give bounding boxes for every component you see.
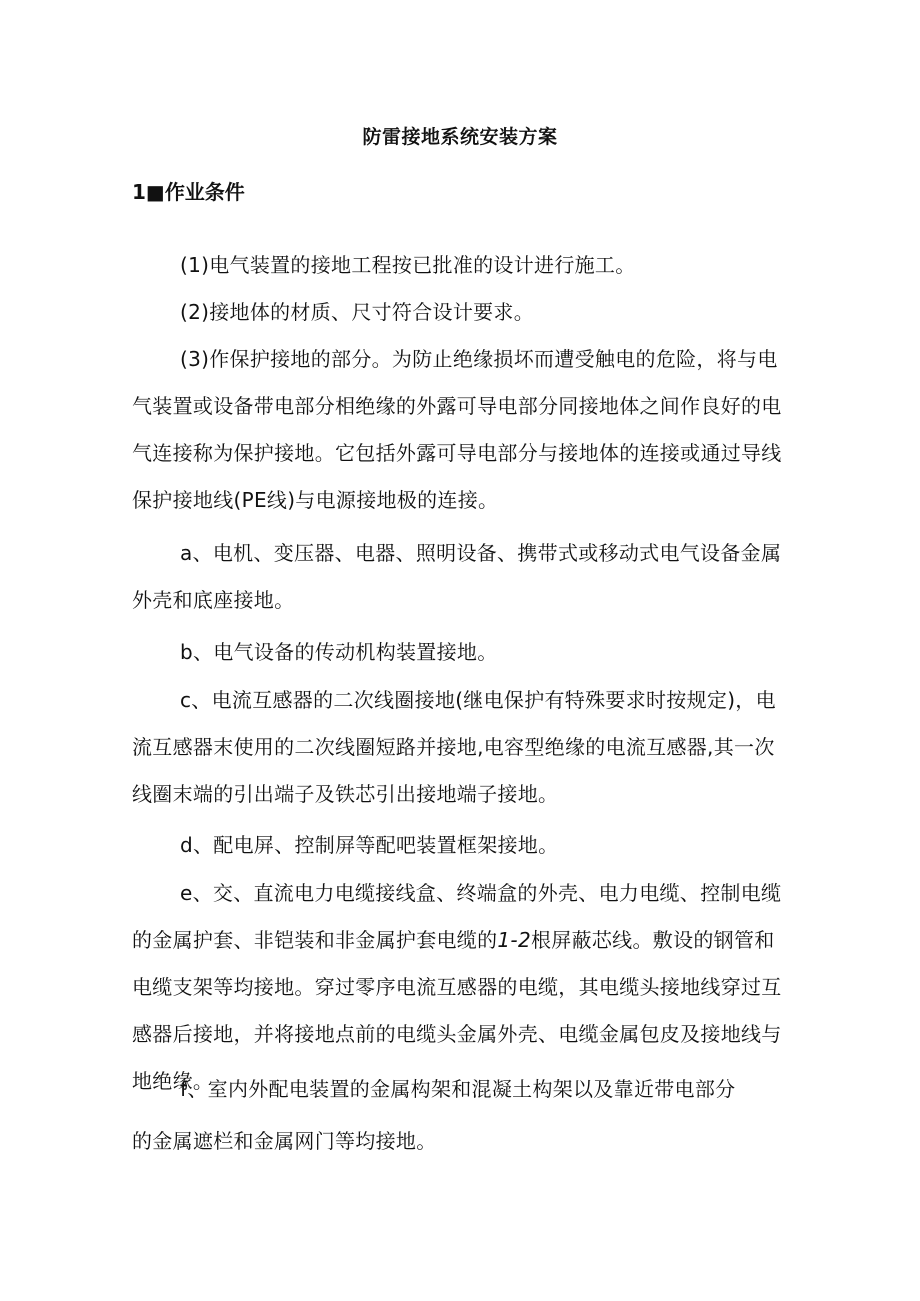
paragraph-b: b、电气设备的传动机构装置接地。 <box>180 640 498 664</box>
paragraph-e-italic-range: 1-2 <box>497 928 531 952</box>
paragraph-f: f、室内外配电装置的金属构架和混凝土构架以及靠近带电部分 <box>180 1077 736 1101</box>
paragraph-1: (1)电气装置的接地工程按已批准的设计进行施工。 <box>180 253 636 277</box>
paragraph-c: c、电流互感器的二次线圈接地(继电保护有特殊要求时按规定)，电流互感器末使用的二次线圈短路并接地,电容型绝缘的电流互感器,其一次线圈末端的引出端子及铁芯引出接地端子接地。 <box>132 688 776 806</box>
paragraph-e-text-after: 根屏蔽芯线。敷设的钢管和电缆支架等均接地。穿过零序电流互感器的电缆，其电缆头接地线穿过互感器后接地，并将接地点前的电缆头金属外壳、电缆金属包皮及接地线与地绝缘。 <box>132 928 782 1093</box>
paragraph-2: (2)接地体的材质、尺寸符合设计要求。 <box>180 300 535 324</box>
paragraph-f-continuation: 的金属遮栏和金属网门等均接地。 <box>132 1129 437 1153</box>
paragraph-e-text-before: e、交、直流电力电缆接线盒、终端盒的外壳、电力电缆、控制电缆的金属护套、非铠装和非金属护套电缆的 <box>132 881 782 952</box>
paragraph-d: d、配电屏、控制屏等配吧装置框架接地。 <box>180 833 559 857</box>
document-title: 防雷接地系统安装方案 <box>362 126 558 148</box>
paragraph-a: a、电机、变压器、电器、照明设备、携带式或移动式电气设备金属外壳和底座接地。 <box>132 541 782 612</box>
section-heading: 1■作业条件 <box>132 180 245 204</box>
paragraph-3: (3)作保护接地的部分。为防止绝缘损坏而遭受触电的危险，将与电气装置或设备带电部分相绝缘的外露可导电部分同接地体之间作良好的电气连接称为保护接地。它包括外露可导电部分与接地体的连接或通过导线保护接地线(PE线)与电源接地极的连接。 <box>132 347 782 512</box>
